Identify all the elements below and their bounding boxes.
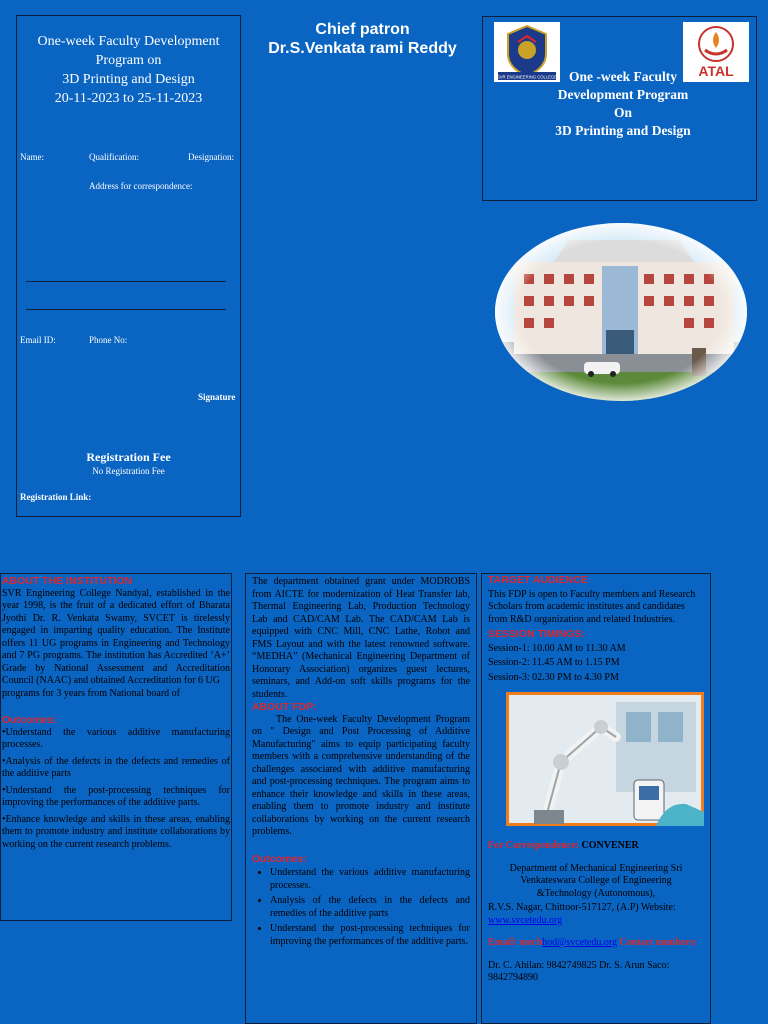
fee-value: No Registration Fee (92, 466, 165, 476)
fdp-heading: ABOUT FDP: (252, 701, 317, 713)
institution-body-2: programs for 3 years from National board of (2, 687, 180, 699)
list-item: • Understand the various additive manufacturing processes. (270, 867, 470, 892)
email-label: Email: mech (488, 937, 543, 948)
outcome-item: •Enhance knowledge and skills in these areas, enabling them to promote industry and institute collaborations by working on the current research problems. (2, 813, 230, 850)
institution-heading: ABOUT THE INSTITUTION (2, 575, 133, 587)
name-label: Name: (20, 152, 44, 162)
contact-numbers: Dr. C. Ahilan: 9842749825 Dr. S. Arun Saco: (488, 959, 670, 971)
correspondence-line (488, 840, 704, 853)
session-item: Session-2: 11.45 AM to 1.15 PM (488, 657, 620, 668)
institution-body: SVR Engineering College Nandyal, established in the year 1998, is the fruit of a dedicated effort of Bharata Jyothi Dr. R. Venkata Swamy, SVCET is tirelessly engaged in imparting quality education. The Institute offers 11 UG programs in Engineering and Technology and 7 PG programs. The institution has Accredited ‘A+’ Grade by National Assessment and Accreditation Council (NAAC) and obtained Accreditation for 6 UG (2, 587, 230, 686)
email-link[interactable]: hod@svcetedu.org (542, 937, 617, 948)
title-panel (482, 16, 757, 201)
sessions-heading: SESSION TIMINGS: (488, 628, 585, 640)
address-block: Department of Mechanical Engineering Sri Venkateswara College of Engineering &Technology (Autonomous), (509, 862, 683, 899)
college-building-photo (494, 222, 748, 402)
robot-arm-photo (506, 692, 704, 826)
list-item: • Understand the post-processing techniques for improving the performances of the additive parts. (270, 923, 470, 948)
department-body: The department obtained grant under MODROBS from AICTE for modernization of Heat Transfer lab, Thermal Engineering Lab, Production Technology Lab and CAD/CAM Lab. The CAD/CAM Lab is equipped with CNC Mill, CNC Lathe, Robot and FMS Layout and with the latest renowned software. “MEDHA” (Mechanical Engineering Department of Honorary Association) organizes guest lectures, seminars, and Add-on soft skills programs for the students. (252, 576, 470, 700)
qualification-label: Qualification: (89, 152, 139, 162)
website-link[interactable]: www.svcetedu.org (488, 914, 563, 926)
svg-text:SVR ENGINEERING COLLEGE: SVR ENGINEERING COLLEGE (496, 74, 558, 80)
contact-label: Contact numbers: (617, 937, 697, 948)
fdp-column (245, 573, 477, 1024)
audience-body: This FDP is open to Faculty members and Research Scholars from academic institutes and candidates from R&D organization and related Industries. (488, 588, 696, 625)
correspondence-label: For Correspondence: (488, 840, 580, 851)
fee-title: Registration Fee (86, 450, 171, 464)
program-title: One -week Faculty Development Program On 3D Printing and Design (555, 69, 691, 138)
chief-patron (250, 20, 475, 58)
registration-panel (16, 15, 241, 517)
outcome-item: •Understand the various additive manufacturing processes. (2, 726, 230, 750)
outcomes-heading: Outcomes: (2, 714, 57, 726)
session-item: Session-1: 10.00 AM to 11.30 AM (488, 642, 626, 654)
fdp-body: The One-week Faculty Development Program on " Design and Post Processing of Additive Manufacturing" aims to equip participating faculty members with a comprehensive understanding of the challenges associated with additive manufacturing and post-processing techniques. The program aims to enhance their knowledge and skills in these areas, enabling them to promote industry and institute collaborations by working on the current research problems. (252, 713, 470, 837)
convener-label: CONVENER (581, 840, 639, 851)
session-item: Session-3: 02.30 PM to 4.30 PM (488, 671, 619, 683)
fdp-outcomes-list (252, 867, 470, 948)
audience-heading: TARGET AUDIENCE (488, 574, 588, 586)
email-label: Email ID: (20, 335, 56, 345)
svg-text:ATAL: ATAL (698, 63, 734, 79)
institution-column (0, 573, 232, 921)
patron-name: Dr.S.Venkata rami Reddy (268, 40, 457, 57)
address-line-2 (26, 309, 226, 310)
outcome-item: •Understand the post-processing techniques for improving the performances of the additive parts. (2, 784, 230, 808)
patron-role: Chief patron (315, 21, 410, 38)
email-line (488, 937, 704, 950)
phone-label: Phone No: (89, 335, 128, 345)
address-label: Address for correspondence: (89, 181, 193, 191)
designation-label: Designation: (188, 152, 234, 162)
fdp-outcomes-heading: Outcomes: (252, 852, 307, 865)
contact-numbers-2: 9842794890 (488, 972, 538, 983)
signature-label: Signature (198, 392, 236, 402)
list-item: • Analysis of the defects in the defects and remedies of the additive parts (270, 895, 470, 920)
outcome-item: •Analysis of the defects in the defects and remedies of the additive parts (2, 755, 230, 779)
registration-link-label[interactable]: Registration Link: (20, 492, 92, 502)
address-line-1 (26, 281, 226, 282)
address-last: R.V.S. Nagar, Chittoor-517127, (A.P) Website: (488, 902, 676, 913)
contact-column (481, 573, 711, 1024)
registration-title: One-week Faculty Development Program on 3D Printing and Design 20-11-2023 to 25-11-2023 (37, 34, 220, 106)
